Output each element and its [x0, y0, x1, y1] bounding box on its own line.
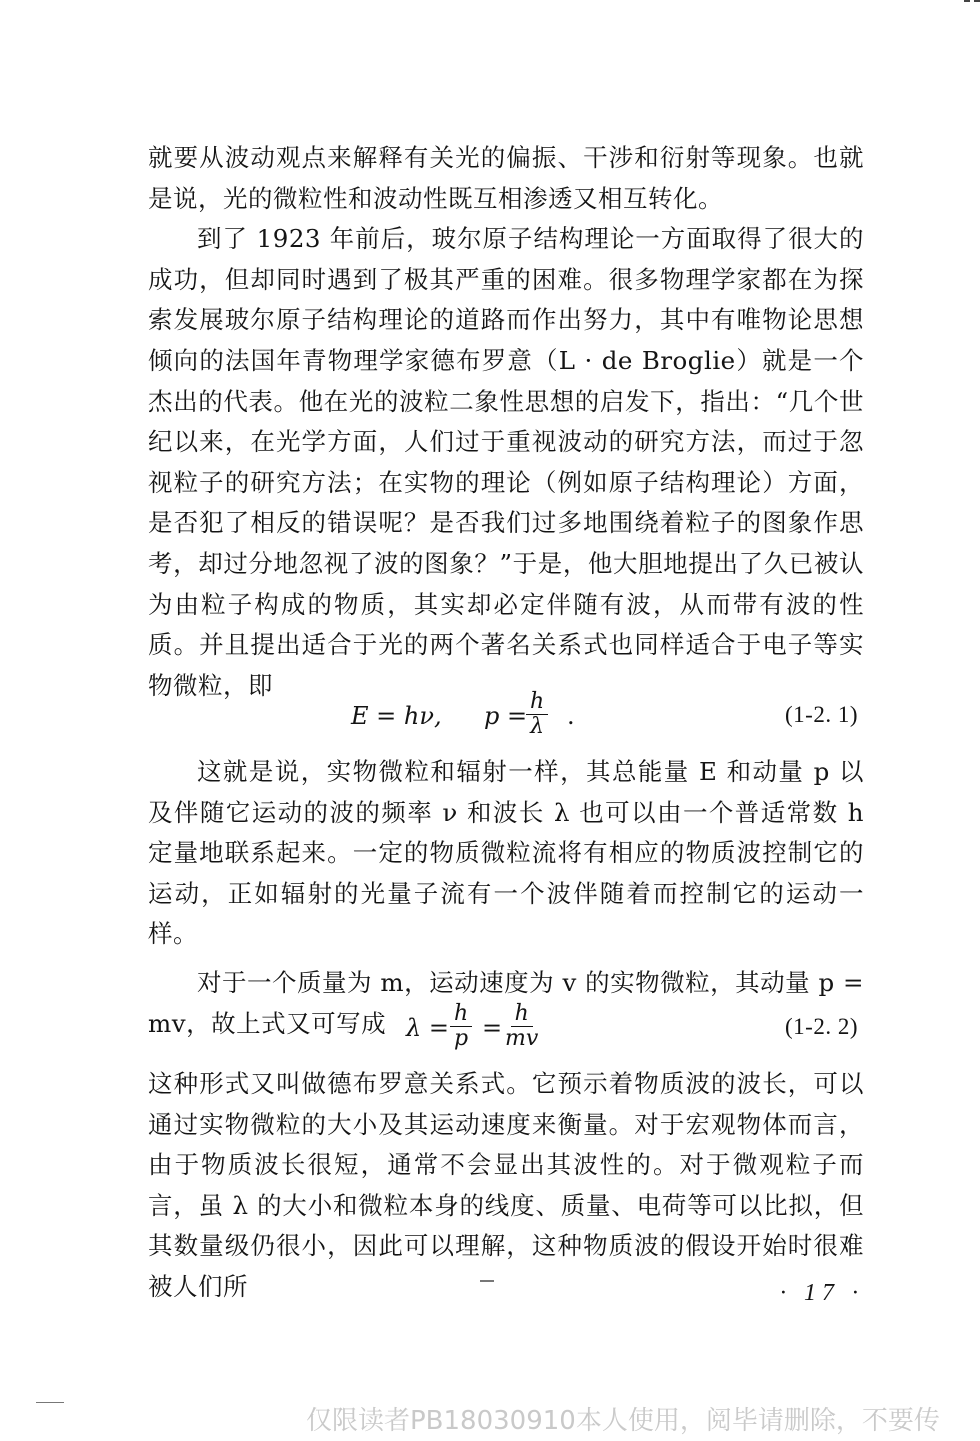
eq1-denominator: λ [530, 714, 545, 739]
eq1-period: . [567, 702, 575, 730]
paragraph-4: 对于一个质量为 m，运动速度为 v 的实物微粒，其动量 p = mv，故上式又可写成 [148, 967, 864, 1038]
scan-edge-mark [964, 0, 980, 12]
paragraph-5: 这种形式又叫做德布罗意关系式。它预示着物质波的波长，可以通过实物微粒的大小及其运动速度来衡量。对于宏观物体而言，由于物质波长很短，通常不会显出其波性的。对于微观粒子而言，虽 λ 的大小和微粒本身的线度、质量、电荷等可以比拟，但其数量级仍很小，因此可以理解，这种物质波的假设开始时很难被人们所 [148, 1069, 864, 1301]
scan-speck-2 [36, 1402, 64, 1403]
eq2-equals-1: = [428, 1014, 449, 1042]
eq1-equals-2: = [507, 702, 528, 730]
text-section-mid [148, 752, 864, 1044]
text-section-bottom [148, 1064, 864, 1308]
equation-1-2-2 [148, 1002, 864, 1058]
eq2-fraction-2 [501, 1002, 542, 1051]
eq2-numerator-2: h [511, 1002, 533, 1027]
eq1-numerator: h [526, 690, 548, 715]
eq2-denominator-2: mv [505, 1026, 539, 1051]
paragraph-1: 就要从波动观点来解释有关光的偏振、干涉和衍射等现象。也就是说，光的微粒性和波动性既互相渗透又相互转化。 [148, 143, 864, 213]
paragraph-3: 这就是说，实物微粒和辐射一样，其总能量 E 和动量 p 以及伴随它运动的波的频率 ν 和波长 λ 也可以由一个普适常数 h 定量地联系起来。一定的物质微粒流将有相应的物质波控制它的运动，正如辐射的光量子流有一个波伴随着而控制它的运动一样。 [148, 757, 864, 949]
paragraph-2: 到了 1923 年前后，玻尔原子结构理论一方面取得了很大的成功，但却同时遇到了极其严重的困难。很多物理学家都在为探索发展玻尔原子结构理论的道路而作出努力，其中有唯物论思想倾向的法国年青物理学家德布罗意（L · de Broglie）就是一个杰出的代表。他在光的波粒二象性思想的启发下，指出：“几个世纪以来，在光学方面，人们过于重视波动的研究方法，而过于忽视粒子的研究方法；在实物的理论（例如原子结构理论）方面，是否犯了相反的错误呢？是否我们过多地围绕着粒子的图象作思考，却过分地忽视了波的图象？”于是，他大胆地提出了久已被认为由粒子构成的物质，其实却必定伴随有波，从而带有波的性质。并且提出适合于光的两个著名关系式也同样适合于电子等实物微粒，即 [148, 224, 864, 700]
equation-number-1: (1-2. 1) [785, 702, 858, 727]
equation-number-2: (1-2. 2) [785, 1014, 858, 1039]
eq1-lhs-p: p [484, 702, 500, 730]
eq2-equals-2: = [482, 1014, 503, 1042]
eq2-numerator-1: h [450, 1002, 472, 1027]
watermark: 仅限读者PB18030910本人使用，阅毕请删除，不要传 [306, 1406, 940, 1436]
eq1-fraction [526, 690, 548, 739]
text-section-top [148, 138, 864, 706]
page-number: · 17 · [780, 1280, 864, 1306]
eq1-rhs-hv: hν, [403, 702, 442, 730]
eq2-fraction-1 [450, 1002, 472, 1051]
eq2-lhs-lambda: λ [406, 1014, 422, 1042]
eq1-lhs-e: E [351, 702, 369, 730]
equation-1-2-1 [148, 689, 864, 744]
eq2-denominator-1: p [454, 1026, 469, 1051]
eq1-equals-1: = [376, 702, 397, 730]
scan-speck-1 [480, 1280, 494, 1282]
